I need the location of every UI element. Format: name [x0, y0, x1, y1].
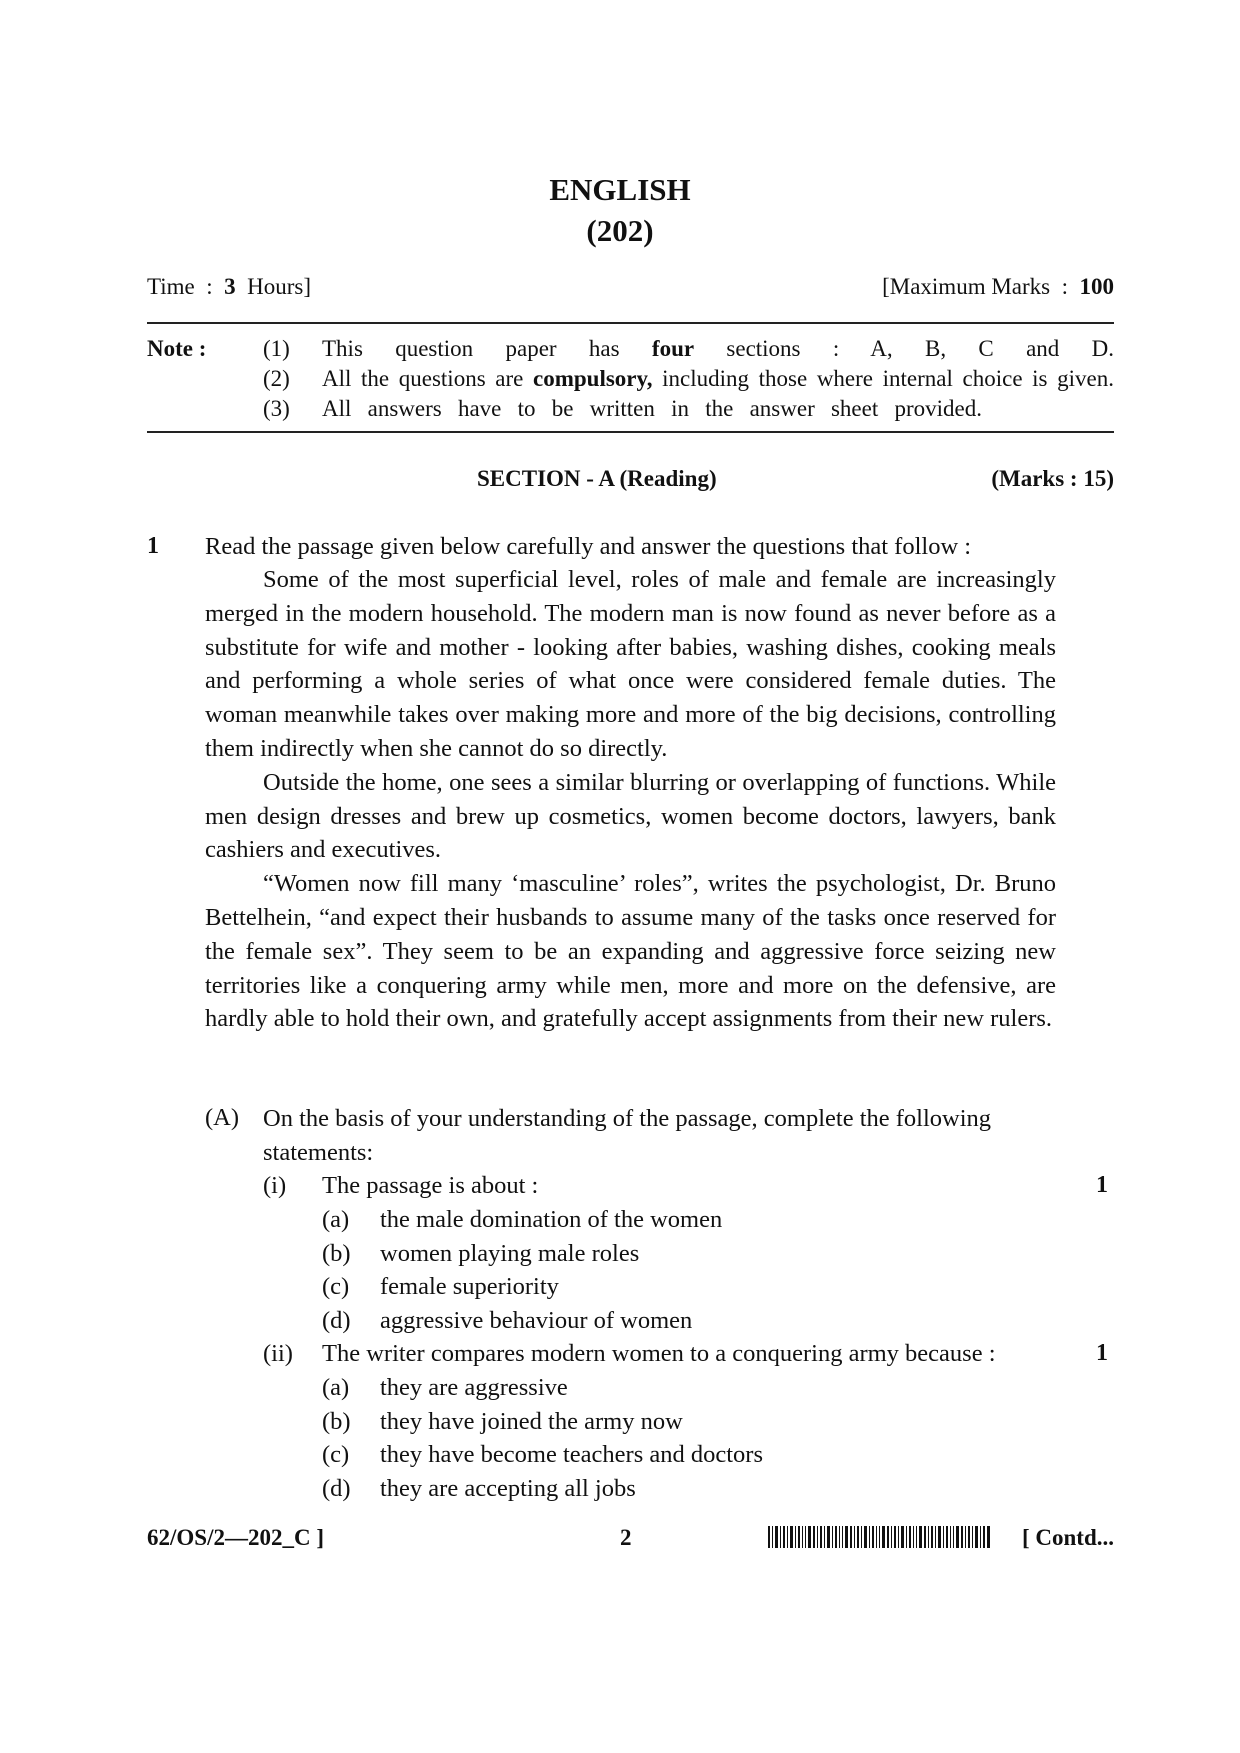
- max-marks-info: [Maximum Marks : 100: [882, 274, 1114, 299]
- sub-ii-text: The writer compares modern women to a conquering army because :: [322, 1340, 996, 1367]
- passage: [205, 563, 1056, 1036]
- subject-code: (202): [586, 213, 654, 248]
- top-divider: [147, 322, 1114, 324]
- sub-i-text: The passage is about :: [322, 1172, 539, 1199]
- note-num-2: (2): [263, 366, 290, 391]
- option-i-d: (d) aggressive behaviour of women: [322, 1307, 693, 1334]
- option-ii-d: (d) they are accepting all jobs: [322, 1475, 636, 1502]
- passage-paragraph-3: “Women now fill many ‘masculine’ roles”, writes the psychologist, Dr. Bruno Bettelhein, “and expect their husbands to assume many of the tasks once reserved for the female sex”. They seem to be an expanding and aggressive force seizing new territories like a conquering army while men, more and more on the defensive, are hardly able to hold their own, and gratefully accept assignments from their new rulers.: [205, 870, 1056, 1033]
- page-number: 2: [620, 1525, 632, 1550]
- option-ii-c: (c) they have become teachers and doctors: [322, 1441, 763, 1468]
- note-label: Note :: [147, 336, 207, 361]
- sub-i-mark: 1: [1096, 1172, 1108, 1198]
- section-marks: (Marks : 15): [991, 466, 1114, 491]
- passage-paragraph-1: Some of the most superficial level, roles of male and female are increasingly merged in the modern household. The modern man is now found as never before as a substitute for wife and mother - looking after babies, washing dishes, cooking meals and performing a whole series of what once were considered female duties. The woman meanwhile takes over making more and more of the big decisions, controlling them indirectly when she cannot do so directly.: [205, 566, 1056, 762]
- bottom-divider: [147, 431, 1114, 433]
- passage-paragraph-2: Outside the home, one sees a similar blurring or overlapping of functions. While men design dresses and brew up cosmetics, women become doctors, lawyers, bank cashiers and executives.: [205, 768, 1056, 864]
- note-num-3: (3): [263, 396, 290, 421]
- sub-i-num: (i): [263, 1172, 287, 1199]
- option-i-b: (b) women playing male roles: [322, 1240, 640, 1267]
- note-text-1: This question paper has four sections : A, B, C and D.: [322, 336, 1114, 361]
- option-i-c: (c) female superiority: [322, 1273, 559, 1300]
- subject-title: ENGLISH: [549, 172, 691, 207]
- option-ii-a: (a) they are aggressive: [322, 1374, 568, 1401]
- part-a-label: (A): [205, 1104, 240, 1131]
- question-instruction: Read the passage given below carefully and answer the questions that follow :: [205, 533, 972, 560]
- section-title: SECTION - A (Reading): [477, 466, 717, 491]
- question-number: 1: [147, 533, 159, 559]
- sub-ii-num: (ii): [263, 1340, 293, 1367]
- option-ii-b: (b) they have joined the army now: [322, 1408, 683, 1435]
- time-info: Time : 3 Hours]: [147, 274, 312, 299]
- part-a-text: On the basis of your understanding of the passage, complete the following statements:: [263, 1105, 992, 1166]
- sub-ii-mark: 1: [1096, 1340, 1108, 1366]
- continued-marker: [ Contd...: [1021, 1525, 1114, 1550]
- note-num-1: (1): [263, 336, 290, 361]
- note-text-3: All answers have to be written in the answer sheet provided.: [322, 396, 982, 421]
- option-i-a: (a) the male domination of the women: [322, 1206, 723, 1233]
- note-text-2: All the questions are compulsory, including those where internal choice is given.: [322, 366, 1114, 391]
- barcode-icon: [768, 1526, 990, 1548]
- paper-code: 62/OS/2—202_C ]: [147, 1525, 324, 1550]
